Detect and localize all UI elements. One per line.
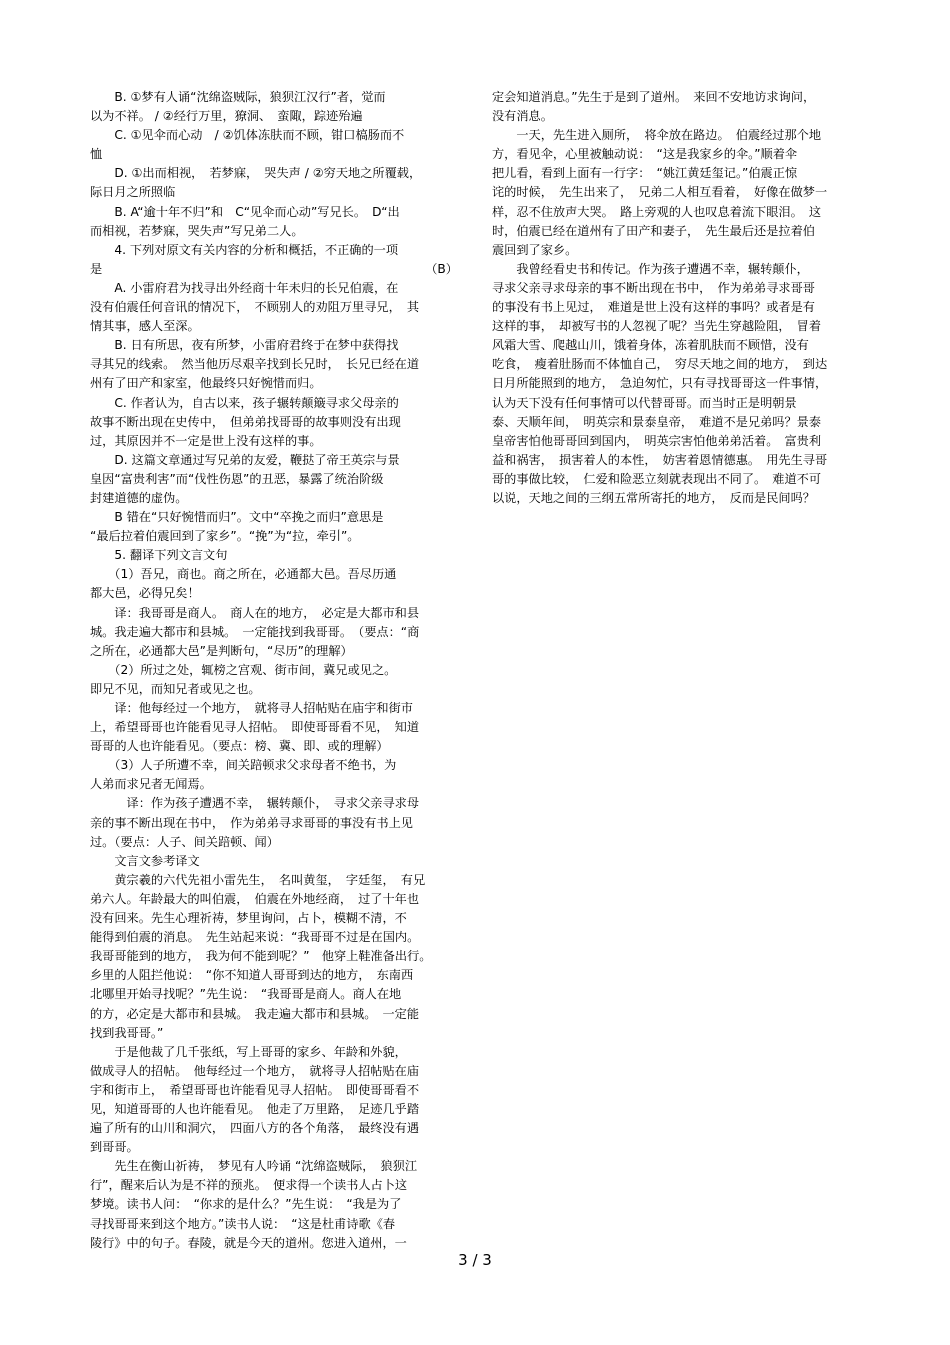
text-line (90, 451, 458, 470)
line-text: 弟六人。年龄最大的叫伯震， 伯震在外地经商， 过了十年也 (90, 891, 420, 906)
line-text: 哥哥的人也许能看见。（要点：榜、冀、即、或的理解） (90, 739, 389, 754)
line-text: 人弟而求兄者无闻焉。 (90, 777, 212, 792)
line-text: D. ①出而相视， 若梦寐， 哭失声 / ②穷天地之所覆载， (90, 166, 422, 181)
line-text: 皇帝害怕他哥哥回到国内， 明英宗害怕他弟弟活着。 富贵利 (492, 433, 822, 448)
text-line (492, 451, 860, 470)
line-text: B. 日有所思，夜有所梦，小雷府君终于在梦中获得找 (90, 338, 399, 353)
line-text: 过，其原因并不一定是世上没有这样的事。 (90, 433, 322, 448)
line-text: 先生在衡山祈祷， 梦见有人吟诵 “沈绵盗贼际， 狼狈江 (90, 1159, 418, 1174)
line-text: 州有了田产和家室，他最终只好惋惜而归。 (90, 376, 322, 391)
text-line (492, 336, 860, 355)
line-text: 译：我哥哥是商人。 商人在的地方， 必定是大都市和县 (90, 605, 420, 620)
text-line (90, 1100, 458, 1119)
line-text: D. 这篇文章通过写兄弟的友爱，鞭挞了帝王英宗与景 (90, 452, 400, 467)
text-line (492, 222, 860, 241)
text-line (90, 1062, 458, 1081)
text-line (90, 680, 458, 699)
line-text: （3）人子所遭不幸，间关踣顿求父求母者不绝书，为 (90, 758, 397, 773)
text-line (90, 298, 458, 317)
line-text: 吃食， 瘦着肚肠而不体恤自己， 穷尽天地之间的地方， 到达 (492, 357, 828, 372)
text-line (90, 470, 458, 489)
text-line (90, 737, 458, 756)
text-line (90, 279, 458, 298)
line-text: 认为天下没有任何事情可以代替哥哥。而当时正是明朝景 (492, 395, 797, 410)
text-line (90, 203, 458, 222)
line-text: 于是他裁了几千张纸，写上哥哥的家乡、年龄和外貌， (90, 1044, 407, 1059)
text-line (492, 470, 860, 489)
line-text: 这样的事， 却被写书的人忽视了呢？当先生穿越险阻， 冒着 (492, 319, 822, 334)
line-text: 5. 翻译下列文言文句 (90, 548, 228, 563)
line-text: “最后拉着伯震回到了家乡”。“挽”为“拉，牵引”。 (90, 529, 360, 544)
line-text: 陵行》中的句子。春陵，就是今天的道州。您进入道州，一 (90, 1235, 407, 1250)
line-text: 哥的事做比较， 仁爱和险恶立刻就表现出不同了。 难道不可 (492, 471, 822, 486)
line-text: 样，忍不住放声大哭。 路上旁观的人也叹息着流下眼泪。 这 (492, 204, 822, 219)
text-line (90, 1024, 458, 1043)
text-line (90, 852, 458, 871)
line-text: B. A“逾十年不归”和 C“见伞而心动”写兄长。 D“出 (90, 204, 400, 219)
text-line (90, 1043, 458, 1062)
text-line (492, 394, 860, 413)
line-text: C. ①见伞而心动 / ②饥体冻肤而不顾，钳口槁肠而不 (90, 128, 405, 143)
line-text: 宇和街市上， 希望哥哥也许能看见寻人招帖。 即使哥哥看不 (90, 1082, 420, 1097)
line-text: 之所在，必通都大邑”是判断句，“尽历”的理解） (90, 643, 353, 658)
page-number: 3 / 3 (458, 1251, 492, 1269)
text-line (90, 565, 458, 584)
text-line (90, 222, 458, 241)
text-line (90, 1215, 458, 1234)
text-line (90, 145, 458, 164)
line-text: 寻找哥哥来到这个地方。”读书人说： “这是杜甫诗歌《春 (90, 1216, 396, 1231)
text-line (492, 241, 860, 260)
text-line (90, 833, 458, 852)
line-text: 封建道德的虚伪。 (90, 490, 188, 505)
line-text: 译：作为孩子遭遇不幸， 辗转颠仆， 寻求父亲寻求母 (90, 796, 420, 811)
text-line (90, 604, 458, 623)
text-line (90, 183, 458, 202)
text-line (90, 1195, 458, 1214)
line-text: 恤 (90, 147, 103, 162)
text-line (90, 985, 458, 1004)
line-text: 即兄不见，而知兄者或见之也。 (90, 681, 261, 696)
line-text: 没有伯震任何音讯的情况下， 不顾别人的劝阻万里寻兄， 其 (90, 300, 420, 315)
text-line (90, 1005, 458, 1024)
line-text: 行”，醒来后认为是不祥的预兆。 便求得一个读书人占卜这 (90, 1178, 408, 1193)
text-line (90, 527, 458, 546)
text-line (90, 775, 458, 794)
line-text: 以说，天地之间的三纲五常所寄托的地方， 反而是民间吗？ (492, 490, 815, 505)
line-text: 寻其兄的线索。 然当他历尽艰辛找到长兄时， 长兄已经在道 (90, 357, 420, 372)
right-text-column (492, 88, 860, 508)
line-text: （1）吾兄，商也。商之所在，必通都大邑。吾尽历通 (90, 567, 397, 582)
line-text: 际日月之所照临 (90, 185, 176, 200)
text-line (492, 107, 860, 126)
line-text: 以为不祥。 / ②经行万里，獠洞、 蛮陬，踪迹殆遍 (90, 109, 363, 124)
text-line (90, 928, 458, 947)
line-text: 到哥哥。 (90, 1140, 139, 1155)
line-text: 寻求父亲寻求母亲的事不断出现在书中， 作为弟弟寻求哥哥 (492, 280, 815, 295)
text-line (492, 374, 860, 393)
line-text: 故事不断出现在史传中， 但弟弟找哥哥的故事则没有出现 (90, 414, 401, 429)
line-text: （2）所过之处，辄榜之宫观、街市间，冀兄或见之。 (90, 662, 397, 677)
line-text: 遍了所有的山川和洞穴， 四面八方的各个角落， 最终没有遇 (90, 1121, 420, 1136)
line-text: 梦境。读书人问： “你求的是什么？”先生说： “我是为了 (90, 1197, 402, 1212)
text-line (492, 317, 860, 336)
line-text: 做成寻人的招帖。 他每经过一个地方， 就将寻人招帖贴在庙 (90, 1063, 420, 1078)
text-line (90, 126, 458, 145)
line-text: A. 小雷府君为找寻出外经商十年未归的长兄伯震，在 (90, 280, 399, 295)
text-line (90, 890, 458, 909)
text-line (90, 1176, 458, 1195)
line-text: 风霜大雪、爬越山川，饿着身体，冻着肌肤而不顾惜，没有 (492, 338, 809, 353)
text-line (90, 966, 458, 985)
line-text: 的方，必定是大都市和县城。 我走遍大都市和县城。 一定能 (90, 1006, 420, 1021)
line-text: 黄宗羲的六代先祖小雷先生， 名叫黄玺， 字廷玺， 有兄 (90, 872, 426, 887)
left-text-column (90, 88, 458, 1253)
line-text: 而相视，若梦寐，哭失声”写兄弟二人。 (90, 223, 304, 238)
line-text: 泰、天顺年间， 明英宗和景泰皇帝， 难道不是兄弟吗？景泰 (492, 414, 822, 429)
line-text: 没有消息。 (492, 109, 553, 124)
line-text: 乡里的人阻拦他说： “你不知道人哥哥到达的地方， 东南西 (90, 968, 414, 983)
text-line (90, 355, 458, 374)
text-line (90, 1119, 458, 1138)
text-line (90, 413, 458, 432)
line-text: 4. 下列对原文有关内容的分析和概括，不正确的一项 (90, 242, 399, 257)
line-text: 见，知道哥哥的人也许能看见。 他走了万里路， 足迹几乎踏 (90, 1101, 420, 1116)
line-text: 定会知道消息。”先生于是到了道州。 来回不安地访求询问， (492, 90, 816, 104)
text-line (90, 699, 458, 718)
text-line (90, 871, 458, 890)
text-line (90, 107, 458, 126)
text-line (90, 546, 458, 565)
line-text: 北哪里开始寻找呢？”先生说： “我哥哥是商人。商人在地 (90, 987, 402, 1002)
line-text: 城。我走遍大都市和县城。 一定能找到我哥哥。 （要点：“商 (90, 624, 420, 639)
line-text: 译：他每经过一个地方， 就将寻人招帖贴在庙宇和街市 (90, 701, 413, 715)
text-line (492, 183, 860, 202)
line-text: 益和祸害， 损害着人的本性， 妨害着恩情德惠。 用先生寻哥 (492, 452, 828, 467)
text-line (492, 164, 860, 183)
text-line (492, 298, 860, 317)
text-line (90, 1157, 458, 1176)
line-text: 能得到伯震的消息。 先生站起来说：“我哥哥不过是在国内。 (90, 930, 420, 945)
line-text: 找到我哥哥。” (90, 1025, 164, 1040)
line-text: 日月所能照到的地方， 急迫匆忙，只有寻找哥哥这一件事情， (492, 376, 828, 391)
text-line (492, 432, 860, 451)
text-line (492, 355, 860, 374)
line-text: 过。（要点：人子、间关踣顿、闻） (90, 834, 279, 849)
line-text: 诧的时候， 先生出来了， 兄弟二人相互看着， 好像在做梦一 (492, 185, 828, 200)
text-line (90, 241, 458, 260)
text-line (90, 642, 458, 661)
text-line (90, 1081, 458, 1100)
text-line (90, 489, 458, 508)
line-text: 把儿看，看到上面有一行字： “姚江黄廷玺记。”伯震正惊 (492, 166, 798, 181)
text-line (90, 260, 458, 279)
text-line (90, 756, 458, 775)
text-line (492, 203, 860, 222)
line-text: 都大邑，必得兄矣！ (90, 586, 200, 601)
line-text: B 错在“只好惋惜而归”。文中“卒挽之而归”意思是 (90, 510, 384, 525)
line-text: 亲的事不断出现在书中， 作为弟弟寻求哥哥的事没有书上见 (90, 815, 413, 830)
text-line (492, 489, 860, 508)
text-line (90, 317, 458, 336)
line-text: 文言文参考译文 (90, 853, 200, 868)
text-line (90, 623, 458, 642)
text-line (90, 374, 458, 393)
line-text: 一天，先生进入厕所， 将伞放在路边。 伯震经过那个地 (492, 128, 822, 143)
text-line (90, 909, 458, 928)
text-line (90, 718, 458, 737)
text-line (90, 1138, 458, 1157)
text-line (90, 814, 458, 833)
line-text: B. ①梦有人诵“沈绵盗贼际，狼狈江汉行”者，觉而 (90, 90, 386, 104)
text-line (492, 260, 860, 279)
text-line (90, 947, 458, 966)
line-text: 我曾经看史书和传记。作为孩子遭遇不幸，辗转颠仆， (492, 261, 809, 276)
text-line (492, 126, 860, 145)
line-text: 上，希望哥哥也许能看见寻人招帖。 即使哥哥看不见， 知道 (90, 720, 420, 735)
text-line (492, 413, 860, 432)
line-text: 情其事，感人至深。 (90, 319, 200, 334)
line-text: 是 (90, 261, 103, 276)
line-text: 时，伯震已经在道州有了田产和妻子， 先生最后还是拉着伯 (492, 223, 815, 238)
text-line (492, 145, 860, 164)
line-text: 震回到了家乡。 (492, 242, 578, 257)
text-line (90, 88, 458, 107)
text-line (492, 88, 860, 107)
line-text: 方，看见伞，心里被触动说： “这是我家乡的伞。”顺着伞 (492, 147, 798, 162)
text-line (90, 336, 458, 355)
text-line (90, 794, 458, 813)
text-line (90, 584, 458, 603)
line-text: 的事没有书上见过， 难道是世上没有这样的事吗？或者是有 (492, 300, 815, 315)
text-line (90, 394, 458, 413)
text-line (492, 279, 860, 298)
text-line (90, 164, 458, 183)
line-text: C. 作者认为，自古以来，孩子辗转颠簸寻求父母亲的 (90, 395, 399, 410)
text-line (90, 432, 458, 451)
answer-choice: （B） (425, 261, 458, 276)
text-line (90, 661, 458, 680)
text-line (90, 508, 458, 527)
line-text: 皇因“富贵利害”而“伐性伤恩”的丑恶，暴露了统治阶级 (90, 471, 384, 486)
line-text: 我哥哥能到的地方， 我为何不能到呢？” 他穿上鞋准备出行。 (90, 949, 432, 964)
line-text: 没有回来。先生心理祈祷，梦里询问，占卜，模糊不清，不 (90, 911, 407, 926)
